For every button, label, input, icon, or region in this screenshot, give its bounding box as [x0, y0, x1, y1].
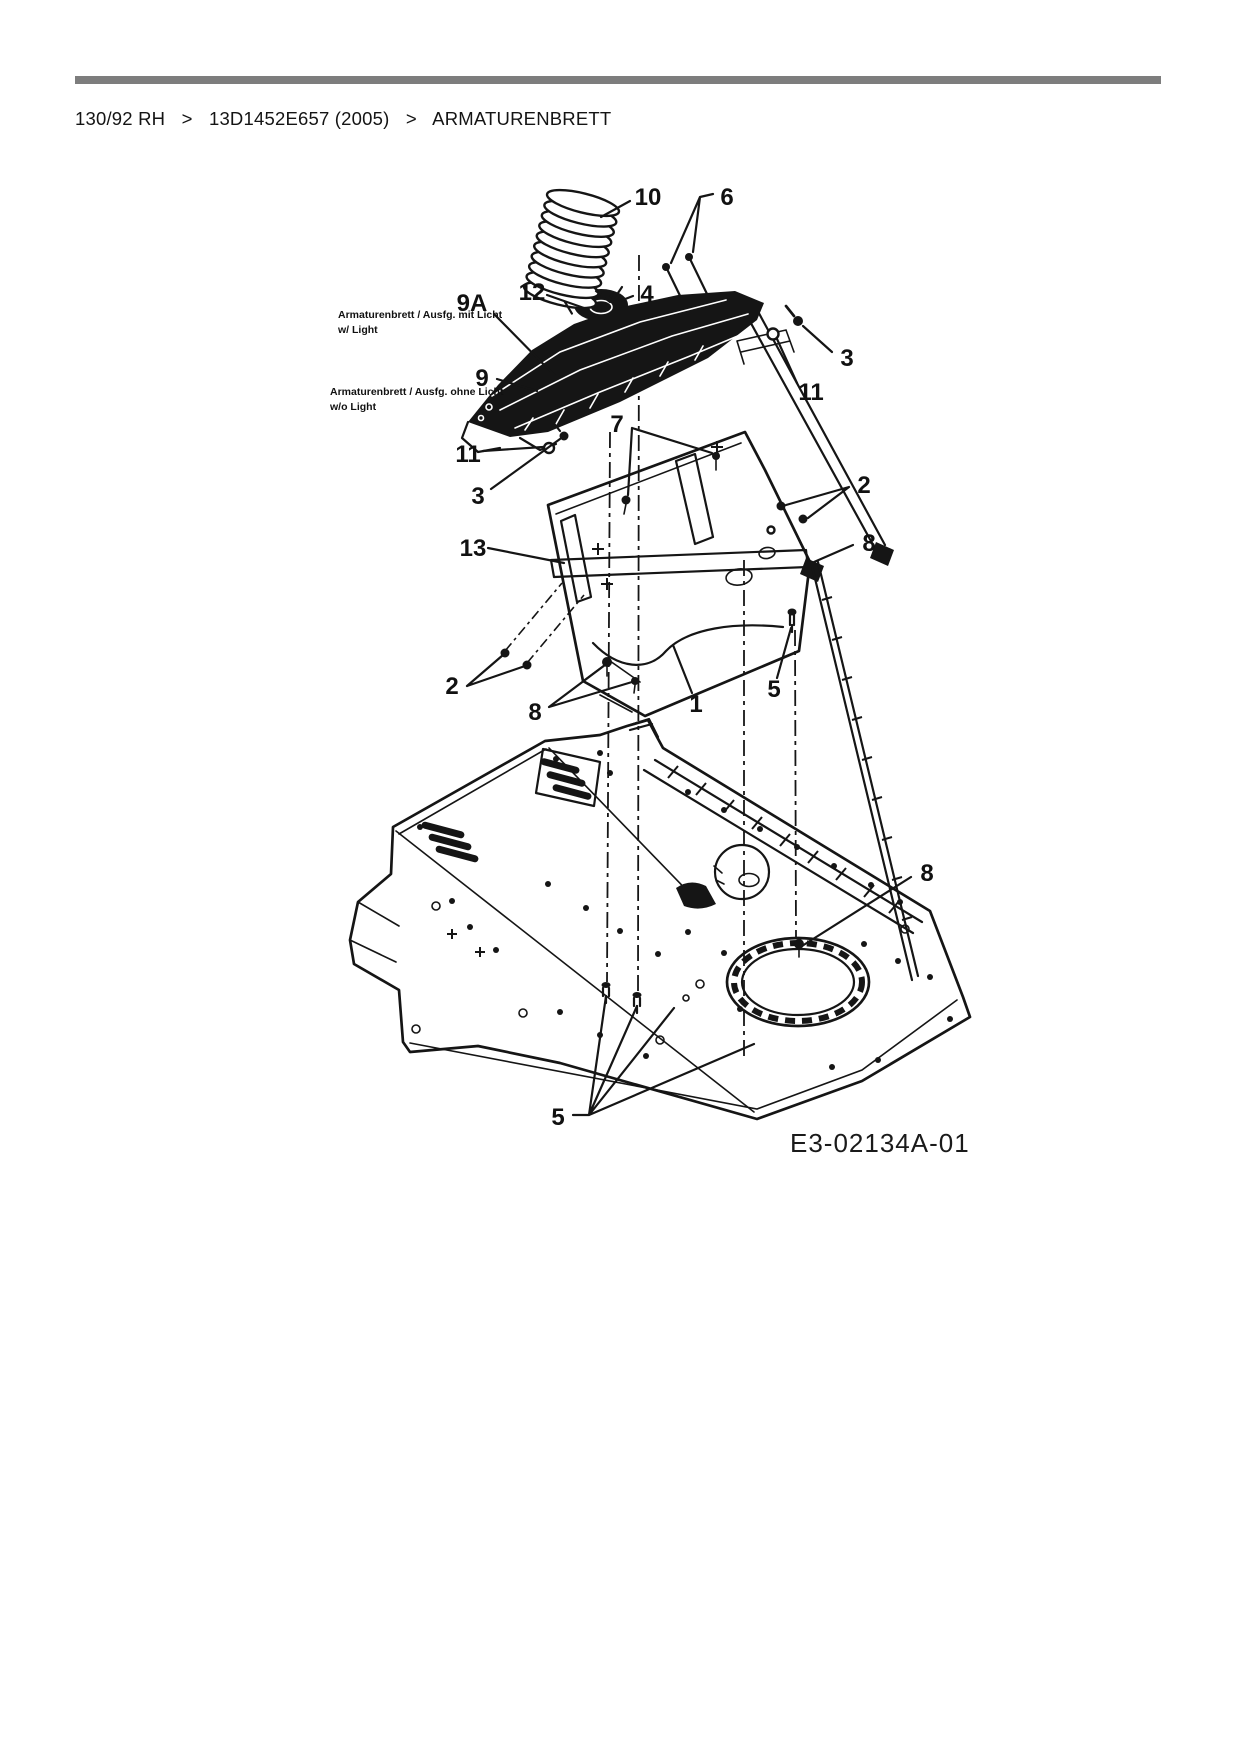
callout-9a[interactable]: 9A	[456, 290, 488, 317]
steering-column-hole	[727, 938, 869, 1026]
callout-8-frame[interactable]: 8	[920, 860, 934, 887]
frame-open-holes	[412, 902, 909, 1044]
breadcrumb-section[interactable]: ARMATURENBRETT	[432, 108, 612, 129]
chassis-frame	[350, 719, 970, 1119]
dash-panel	[462, 289, 794, 452]
variant-annotations	[329, 309, 504, 413]
variant-without-light-en: w/o Light	[330, 401, 377, 413]
screw-3-right	[786, 306, 803, 326]
vent-slots-center	[540, 757, 592, 800]
screw-2-right-b	[799, 515, 808, 524]
bolt-5-bottom-b	[633, 992, 642, 1013]
callout-9[interactable]: 9	[475, 365, 489, 392]
callout-5-bottom[interactable]: 5	[551, 1104, 565, 1131]
breadcrumb-separator: >	[405, 108, 417, 129]
screw-7b	[622, 496, 631, 515]
support-bracket	[548, 432, 824, 716]
callout-8-right[interactable]: 8	[862, 530, 876, 557]
callout-6[interactable]: 6	[720, 184, 734, 211]
screw-7a	[712, 452, 720, 470]
screw-6b	[685, 253, 708, 296]
breadcrumb-separator: >	[181, 108, 193, 129]
callout-12[interactable]: 12	[518, 279, 546, 306]
variant-with-light-de: Armaturenbrett / Ausfg. mit Licht	[338, 309, 503, 321]
washer-2-right	[768, 527, 775, 534]
variant-with-light-en: w/ Light	[338, 324, 378, 336]
pedal-bracket	[676, 882, 716, 908]
brace-rods	[747, 306, 918, 980]
callout-4[interactable]: 4	[640, 281, 654, 308]
round-hole	[714, 845, 769, 899]
callout-11-right[interactable]: 11	[798, 379, 824, 406]
callout-3-right[interactable]: 3	[840, 345, 854, 372]
callout-1[interactable]: 1	[689, 691, 703, 718]
callout-3-left[interactable]: 3	[471, 483, 485, 510]
callout-2-left[interactable]: 2	[445, 673, 459, 700]
callout-11-left[interactable]: 11	[455, 441, 481, 468]
callout-13[interactable]: 13	[459, 535, 487, 562]
variant-without-light-de: Armaturenbrett / Ausfg. ohne Licht	[330, 386, 504, 398]
breadcrumb-assembly[interactable]: 13D1452E657 (2005)	[208, 108, 390, 129]
diagram-code: E3-02134A-01	[790, 1128, 970, 1158]
callout-5-mid[interactable]: 5	[767, 676, 781, 703]
callout-10[interactable]: 10	[634, 184, 662, 211]
washer-11-right	[768, 329, 779, 340]
screw-2-left-b	[523, 661, 532, 670]
callout-2-right[interactable]: 2	[857, 472, 871, 499]
screw-2-right-a	[777, 502, 786, 511]
breadcrumb-model[interactable]: 130/92 RH	[75, 108, 166, 129]
callout-8-left[interactable]: 8	[528, 699, 542, 726]
callout-7[interactable]: 7	[610, 411, 624, 438]
